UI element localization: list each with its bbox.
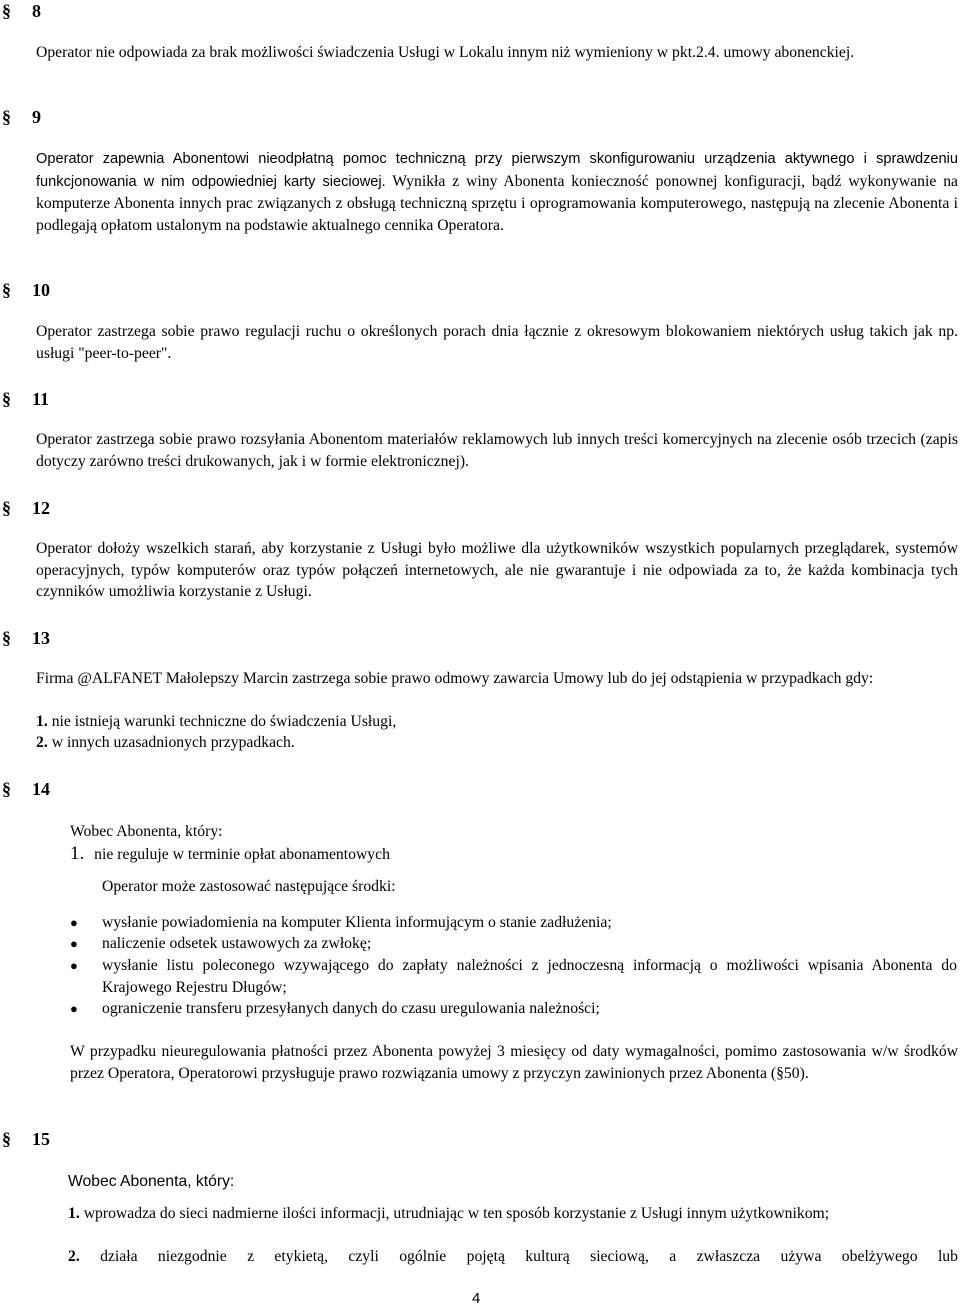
section-number: 13: [32, 628, 50, 648]
section-11-text: Operator zastrzega sobie prawo rozsyłania Abonentom materiałów reklamowych lub innych treści komercyjnych na zlecenie osób trzecich (zapis dotyczy zarówno treści drukowanych, jak i w formie elektronicznej).: [36, 431, 958, 470]
section-10-text: Operator zastrzega sobie prawo regulacji ruchu o określonych porach dnia łącznie z okresowym blokowaniem niektórych usług takich jak np. usługi "peer-to-peer".: [36, 323, 958, 362]
list-item-text: wprowadza do sieci nadmierne ilości informacji, utrudniając w ten sposób korzystanie z Usługi innym użytkownikom;: [83, 1205, 830, 1222]
list-item: [68, 1246, 958, 1268]
section-symbol: §: [2, 280, 11, 300]
section-8-heading: [2, 0, 41, 22]
section-11-heading: [2, 388, 49, 410]
bullet-icon: ●: [70, 915, 78, 930]
section-number: 10: [32, 280, 50, 300]
bullet-text: naliczenie odsetek ustawowych za zwłokę;: [102, 935, 372, 952]
section-symbol: §: [2, 779, 11, 799]
section-9-text-b: Wynikła z winy Abonenta konieczność ponownej konfiguracji, bądź wykonywanie na komputerze Abonenta innych prac związanych z obsługą techniczną sprzętu i oprogramowania komputerowego, następują na zlecenie Abonenta i podlegają opłatom ustalonym na podstawie aktualnego cennika Operatora.: [36, 172, 959, 234]
list-item-text: w innych uzasadnionych przypadkach.: [51, 734, 295, 751]
list-item-number: 2.: [68, 1248, 80, 1265]
section-number: 9: [32, 107, 41, 127]
section-13-heading: [2, 627, 50, 649]
section-9-text: [36, 148, 958, 236]
section-9-text-a: Operator zapewnia Abonentowi nieodpłatną pomoc techniczną przy pierwszym skonfigurowaniu urządzenia aktywnego i sprawdzeniu funkcjonowania w nim odpowiedniej karty sieciowej.: [36, 151, 958, 190]
list-item-text: nie istnieją warunki techniczne do świadczenia Usługi,: [51, 713, 397, 730]
section-15-intro: Wobec Abonenta, który:: [68, 1173, 235, 1190]
section-12-text: Operator dołoży wszelkich starań, aby korzystanie z Usługi było możliwe dla użytkowników wszystkich popularnych przeglądarek, systemów operacyjnych, typów komputerów oraz typów połączeń internetowych, ale nie gwarantuje i nie odpowiada za to, że każda kombinacja tych czynników umożliwia korzystanie z Usługi.: [36, 540, 958, 600]
bullet-icon: ●: [70, 958, 78, 973]
section-14-heading: [2, 778, 50, 800]
section-symbol: §: [2, 498, 11, 518]
section-14-means-intro: Operator może zastosować następujące środki:: [102, 878, 396, 895]
list-item-number: 1.: [36, 713, 48, 730]
list-item: [36, 1203, 958, 1225]
section-8-text: Operator nie odpowiada za brak możliwości świadczenia Usługi w Lokalu innym niż wymieniony w pkt.2.4. umowy abonenckiej.: [36, 44, 855, 61]
section-13-text: Firma @ALFANET Małolepszy Marcin zastrzega sobie prawo odmowy zawarcia Umowy lub do jej odstąpienia w przypadkach gdy:: [36, 670, 874, 687]
bullet-text: wysłanie listu poleconego wzywającego do zapłaty należności z jednoczesną informacją o możliwości wpisania Abonenta do Krajowego Rejestru Długów;: [102, 957, 957, 996]
list-item-text: nie reguluje w terminie opłat abonamentowych: [94, 846, 390, 863]
section-9-heading: [2, 106, 41, 128]
section-symbol: §: [2, 1, 11, 21]
section-symbol: §: [2, 1129, 11, 1149]
list-item-number: 1.: [70, 843, 85, 864]
list-item: [70, 843, 390, 866]
section-12-heading: [2, 497, 50, 519]
bullet-text: ograniczenie transferu przesyłanych danych do czasu uregulowania należności;: [102, 1000, 600, 1017]
section-number: 8: [32, 1, 41, 21]
page-number: 4: [472, 1290, 481, 1307]
bullet-icon: ●: [70, 936, 78, 951]
section-symbol: §: [2, 628, 11, 648]
section-symbol: §: [2, 389, 11, 409]
list-item-number: 1.: [68, 1205, 80, 1222]
section-symbol: §: [2, 107, 11, 127]
list-item-text: działa niezgodnie z etykietą, czyli ogólnie pojętą kulturą sieciową, a zwłaszcza używa obelżywego lub: [100, 1248, 958, 1265]
section-10-heading: [2, 279, 50, 301]
section-14-intro: Wobec Abonenta, który:: [70, 823, 223, 840]
section-number: 12: [32, 498, 50, 518]
list-item: [36, 732, 295, 754]
list-item-number: 2.: [36, 734, 48, 751]
section-14-closing: W przypadku nieuregulowania płatności przez Abonenta powyżej 3 miesięcy od daty wymagalności, pomimo zastosowania w/w środków przez Operatora, Operatorowi przysługuje prawo rozwiązania umowy z przyczyn zawinionych przez Abonenta (§50).: [70, 1043, 958, 1082]
bullet-text: wysłanie powiadomienia na komputer Klienta informującym o stanie zadłużenia;: [102, 914, 612, 931]
list-item: [36, 711, 396, 733]
section-number: 14: [32, 779, 50, 799]
section-15-heading: [2, 1128, 50, 1150]
bullet-icon: ●: [70, 1001, 78, 1016]
section-number: 15: [32, 1129, 50, 1149]
section-number: 11: [32, 389, 50, 409]
